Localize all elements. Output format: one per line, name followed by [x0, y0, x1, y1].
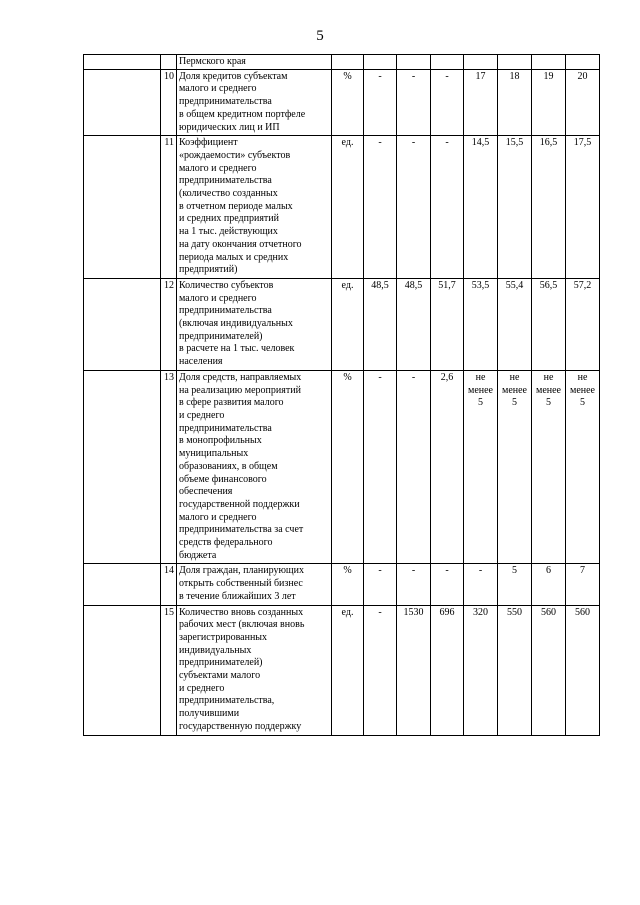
value-cell — [566, 55, 600, 70]
value-cell: - — [431, 69, 464, 136]
value-cell — [532, 55, 566, 70]
row-number: 12 — [161, 278, 177, 370]
indicator-name: Количество субъектов малого и среднего предпринимательства (включая индивидуальных предпринимателей) в расчете на 1 тыс. человек населения — [177, 278, 332, 370]
program-cell — [84, 278, 161, 370]
value-cell: - — [464, 564, 498, 605]
table-row — [84, 370, 600, 564]
value-cell: 560 — [532, 605, 566, 735]
value-cell: 19 — [532, 69, 566, 136]
program-cell — [84, 136, 161, 279]
value-cell: - — [397, 370, 431, 564]
value-cell: 7 — [566, 564, 600, 605]
table-row — [84, 136, 600, 279]
unit: % — [332, 370, 364, 564]
row-number: 15 — [161, 605, 177, 735]
value-cell — [464, 55, 498, 70]
value-cell — [364, 55, 397, 70]
value-cell: 6 — [532, 564, 566, 605]
value-cell: 55,4 — [498, 278, 532, 370]
unit: ед. — [332, 278, 364, 370]
program-cell — [84, 370, 161, 564]
table-row — [84, 278, 600, 370]
value-cell — [397, 55, 431, 70]
indicator-name: Пермского края — [177, 55, 332, 70]
row-number: 11 — [161, 136, 177, 279]
value-cell: 56,5 — [532, 278, 566, 370]
unit: % — [332, 69, 364, 136]
value-cell: не менее 5 — [498, 370, 532, 564]
value-cell: 14,5 — [464, 136, 498, 279]
value-cell — [431, 55, 464, 70]
value-cell: - — [397, 69, 431, 136]
value-cell: - — [397, 564, 431, 605]
table-row — [84, 564, 600, 605]
value-cell: - — [431, 564, 464, 605]
value-cell: - — [364, 564, 397, 605]
indicator-name: Доля кредитов субъектам малого и среднего предпринимательства в общем кредитном портфеле юридических лиц и ИП — [177, 69, 332, 136]
value-cell: 1530 — [397, 605, 431, 735]
unit: ед. — [332, 605, 364, 735]
value-cell: 17,5 — [566, 136, 600, 279]
value-cell: - — [364, 370, 397, 564]
row-number: 14 — [161, 564, 177, 605]
indicator-name: Доля средств, направляемых на реализацию мероприятий в сфере развития малого и среднего предпринимательства в монопрофильных муниципальных образованиях, в общем объеме финансового обеспечения государственной поддержки малого и среднего предпринимательства за счет средств федерального бюджета — [177, 370, 332, 564]
value-cell: 20 — [566, 69, 600, 136]
row-number: 10 — [161, 69, 177, 136]
value-cell: 2,6 — [431, 370, 464, 564]
value-cell: 550 — [498, 605, 532, 735]
value-cell: 5 — [498, 564, 532, 605]
value-cell: 560 — [566, 605, 600, 735]
program-cell — [84, 69, 161, 136]
value-cell: - — [364, 605, 397, 735]
value-cell: - — [364, 69, 397, 136]
value-cell: 51,7 — [431, 278, 464, 370]
table-row — [84, 605, 600, 735]
row-number: 13 — [161, 370, 177, 564]
indicator-name: Коэффициент «рождаемости» субъектов малого и среднего предпринимательства (количество созданных в отчетном периоде малых и средних предприятий на 1 тыс. действующих на дату окончания отчетного периода малых и средних предприятий) — [177, 136, 332, 279]
program-cell — [84, 564, 161, 605]
value-cell: 48,5 — [364, 278, 397, 370]
value-cell: 57,2 — [566, 278, 600, 370]
unit-cell — [332, 55, 364, 70]
value-cell: - — [364, 136, 397, 279]
value-cell — [498, 55, 532, 70]
value-cell: 18 — [498, 69, 532, 136]
table-row — [84, 69, 600, 136]
value-cell: 320 — [464, 605, 498, 735]
value-cell: - — [397, 136, 431, 279]
value-cell: - — [431, 136, 464, 279]
value-cell: не менее 5 — [532, 370, 566, 564]
value-cell: 15,5 — [498, 136, 532, 279]
page-number: 5 — [316, 28, 324, 44]
value-cell: 696 — [431, 605, 464, 735]
value-cell: не менее 5 — [464, 370, 498, 564]
row-number-cell — [161, 55, 177, 70]
value-cell: 53,5 — [464, 278, 498, 370]
indicators-table — [83, 54, 600, 736]
value-cell: 16,5 — [532, 136, 566, 279]
value-cell: не менее 5 — [566, 370, 600, 564]
value-cell: 48,5 — [397, 278, 431, 370]
value-cell: 17 — [464, 69, 498, 136]
table-row-continuation — [84, 55, 600, 70]
program-cell — [84, 605, 161, 735]
unit: ед. — [332, 136, 364, 279]
unit: % — [332, 564, 364, 605]
indicator-name: Количество вновь созданных рабочих мест (включая вновь зарегистрированных индивидуальных предпринимателей) субъектами малого и среднего предпринимательства, получившими государственную поддержку — [177, 605, 332, 735]
indicator-name: Доля граждан, планирующих открыть собственный бизнес в течение ближайших 3 лет — [177, 564, 332, 605]
program-cell — [84, 55, 161, 70]
